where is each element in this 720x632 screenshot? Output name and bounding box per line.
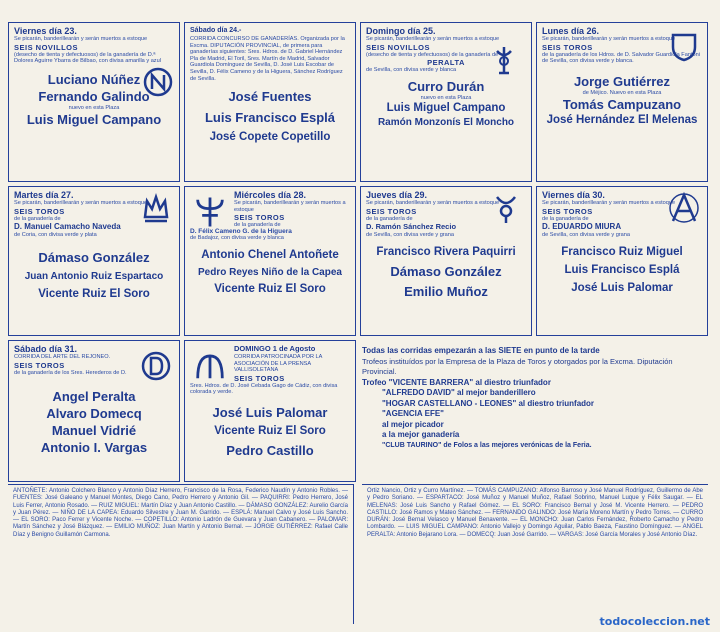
trophy-line: "HOGAR CASTELLANO - LEONES" al diestro triunfador [382, 398, 595, 408]
ganaderia-brand-icon [141, 63, 175, 97]
lot-title: SEIS TOROS [366, 206, 417, 216]
torero-note: de Méjico. Nuevo en esta Plaza [582, 89, 662, 96]
day-title: Viernes día 23. [14, 26, 77, 36]
small-text: de Badajoz, con divisa verde y blanca [190, 235, 284, 242]
small-text: Se picarán, banderillearán y serán muertos a estoque [14, 200, 148, 206]
torero-name: Luis Francisco Esplá [564, 263, 680, 276]
trophy-line: "ALFREDO DAVID" al mejor banderillero [382, 388, 536, 397]
small-text: (desecho de tienta y defectuosos) de la ganadería de [366, 51, 499, 58]
ganaderia-name: D. Ramón Sánchez Recio [366, 222, 457, 232]
torero-name: Luis Francisco Esplá [204, 110, 336, 126]
lot-title: SEIS TOROS [234, 213, 285, 223]
torero-name: Juan Antonio Ruiz Espartaco [24, 270, 164, 282]
torero-name: Francisco Rivera Paquirri [376, 245, 516, 258]
torero-name: Antonio Chenel Antoñete [201, 248, 339, 261]
lot-title: SEIS TOROS [542, 206, 593, 216]
ganaderia-name: D. EDUARDO MIURA [542, 222, 622, 232]
torero-name: José Fuentes [228, 89, 312, 105]
torero-name: Fernando Galindo [38, 88, 150, 104]
torero-name: Angel Peralta [52, 389, 136, 405]
start-time-headline: Todas las corridas empezarán a las SIETE en punto de la tarde [362, 346, 600, 355]
lot-title: SEIS NOVILLOS [14, 42, 79, 52]
small-text: de Sevilla, con divisa verde y grana [542, 232, 630, 239]
torero-name: Vicente Ruiz El Soro [214, 282, 326, 295]
small-text: de Coria, con divisa verde y plata [14, 232, 97, 239]
small-text: Se picarán, banderillearán y serán muertos a estoque [542, 200, 676, 206]
trophy-line: a la mejor ganadería [382, 430, 460, 439]
torero-note: nuevo en esta Plaza [68, 104, 120, 111]
day-title: Sábado día 24.- [190, 27, 242, 34]
small-text: de la ganadería de [14, 215, 61, 222]
small-text: Se picarán, banderillearán y serán muertos a estoque [542, 36, 676, 42]
torero-name: Emilio Muñoz [404, 283, 488, 299]
small-text: de Sevilla, con divisa verde y grana [366, 232, 454, 239]
torero-name: Luis Miguel Campano [26, 112, 162, 128]
small-text: CORRIDA CONCURSO DE GANADERÍAS. Organizada por la Excma. DIPUTACIÓN PROVINCIAL, de primera para ganaderías siguientes: Sres. Hdros. de D. Gabriel Hernández Pla de Madrid, El Toril, Sres. Martín de Madrid, Salvador Guardiola Domínguez de Sevilla, D. José Luis Escobar de Sevilla, D. Félix Cameno y de la Higuera, Sánchez Rodríguez de Sevilla. [190, 36, 345, 82]
ganaderia-brand-icon [667, 29, 701, 63]
cell-viernes-30 [536, 186, 708, 336]
ganaderia-name: PERALTA [427, 58, 465, 68]
day-title: Viernes día 30. [542, 190, 605, 200]
torero-name: Dámaso González [390, 263, 502, 279]
day-title: Lunes día 26. [542, 26, 600, 36]
torero-name: Antonio I. Vargas [40, 440, 148, 456]
trophy-line: "AGENCIA EFE" [382, 409, 444, 418]
small-text: de la ganadería de [542, 215, 589, 222]
torero-name: Luis Miguel Campano [386, 102, 506, 115]
ganaderia-name: D. Manuel Camacho Naveda [14, 222, 121, 232]
trophies-notice [356, 344, 708, 482]
lot-title: SEIS TOROS [14, 360, 65, 370]
ganaderia-brand-icon [487, 43, 521, 77]
ganaderia-brand-icon [667, 191, 701, 225]
small-text: CORRIDA DEL ARTE DEL REJONEO. [14, 354, 111, 360]
torero-name: José Luis Palomar [212, 404, 328, 420]
trophy-line: al mejor picador [382, 419, 444, 429]
trophy-line: Trofeo "VICENTE BARRERA" al diestro triunfador [362, 377, 551, 387]
torero-name: Luciano Núñez [47, 71, 141, 87]
small-text: Se picarán, banderillearán y serán muertos a estoque [366, 36, 500, 42]
ganaderia-brand-icon [139, 349, 173, 383]
small-text: de la ganadería de [234, 222, 281, 229]
lot-title: SEIS TOROS [14, 206, 65, 216]
small-text: Sres. Hdros. de D. José Cebada Gago de Cádiz, con divisa colorada y verde. [190, 382, 338, 396]
day-title: DOMINGO 1 de Agosto [234, 344, 316, 353]
small-text: (desecho de tienta y defectuosos) de la ganadería de D.ª Dolores Aguirre Ybarra de Bilbao, con divisa amarilla y azul [14, 51, 161, 65]
small-text: de la ganadería de [366, 215, 413, 222]
ganaderia-brand-icon [191, 193, 229, 231]
ganaderia-brand-icon [191, 347, 229, 385]
lot-title: SEIS NOVILLOS [366, 42, 431, 52]
day-title: Domingo día 25. [366, 26, 436, 36]
crown-brand-icon [139, 191, 173, 225]
cell-viernes-23 [8, 22, 180, 182]
day-title: Sábado día 31. [14, 344, 78, 354]
day-title: Martes día 27. [14, 190, 74, 200]
day-title: Miércoles día 28. [234, 190, 307, 200]
torero-name: Tomás Campuzano [562, 97, 682, 113]
cell-miercoles-28 [184, 186, 356, 336]
torero-name: Alvaro Domecq [46, 406, 142, 422]
torero-name: Vicente Ruiz El Soro [38, 287, 150, 300]
torero-name: Curro Durán [407, 78, 485, 94]
small-text: Se picarán, banderillearán y serán muertos a estoque [234, 200, 346, 213]
cell-domingo-25 [360, 22, 532, 182]
lot-title: SEIS TOROS [542, 42, 593, 52]
small-text: de la ganadería de los Hdros. de D. Salvador Guardiola Fantoni de Sevilla, con divisa verde y blanca. [542, 51, 700, 65]
cuadrillas-section [8, 484, 708, 624]
torero-name: Francisco Ruiz Miguel [561, 245, 683, 258]
day-title: Jueves día 29. [366, 190, 428, 200]
cell-lunes-26 [536, 22, 708, 182]
torero-name: Manuel Vidrié [51, 423, 137, 439]
torero-name: Pedro Castillo [226, 442, 314, 458]
torero-name: Pedro Reyes Niño de la Capea [198, 266, 342, 278]
cell-domingo-1 [184, 340, 356, 482]
ganaderia-name: D. Félix Cameno G. de la Higuera [190, 227, 292, 235]
small-text: CORRIDA PATROCINADA POR LA ASOCIACIÓN DE LA PRENSA VALLISOLETANA [234, 354, 323, 374]
torero-name: José Copete Copetillo [209, 131, 331, 144]
small-text: Se picarán, banderillearán y serán muertos a estoque [14, 36, 148, 42]
torero-name: Jorge Gutiérrez [573, 73, 671, 89]
cell-sabado-24 [184, 22, 356, 182]
torero-name: Dámaso González [38, 249, 150, 265]
torero-name: José Hernández El Melenas [546, 114, 698, 127]
torero-name: José Luis Palomar [571, 281, 673, 294]
small-text: Se picarán, banderillearán y serán muertos a estoque [366, 200, 500, 206]
torero-name: Ramón Monzonís El Moncho [377, 117, 515, 129]
cell-martes-27 [8, 186, 180, 336]
lot-title: SEIS TOROS [234, 373, 285, 383]
cell-sabado-31 [8, 340, 180, 482]
small-text: de Sevilla, con divisa verde y blanca [366, 67, 457, 74]
cuadrillas-right: Ortiz Nancio, Ortiz y Curro Martínez. — TOMÁS CAMPUZANO: Alfonso Barroso y José Manuel Rodríguez, Guillermo de Abe y Pedro Soriano. — ESPARTACO: José Muñoz y Manuel Muñoz, Rafael Sobrino, Manuel Luque y Félix Saugar. — EL MELENAS: José Luis Sancho y Rafael Gómez. — EL SORO: Francisco Bernal y José M. Vicente Herrero. — PEDRO CASTILLO: José Ramos y Mateo Sánchez. — FERNANDO GALINDO: José María Moreno Martín y Pedro Torres. — CURRO DURÁN: José Bernal Velasco y Manuel Benavente. — EL MONCHO: Juan Carlos Fernández, Roberto Camacho y Pedro Lombardo. — LUIS MIGUEL CAMPANO: Antonio Vallejo y Domingo Aguilar, Pablo Baeza, Faustino Domínguez. — ANGEL PERALTA: Antonio Bejarano Lora. — DOMECQ: Juan José Garrido. — VARGAS: José García Morales y José Antonio Díaz. [362, 484, 708, 624]
torero-note: nuevo en esta Plaza [420, 94, 472, 101]
cuadrillas-left: ANTOÑETE: Antonio Colchero Blanco y Antonio Díaz Herrero, Francisco de la Rosa, Federico Naudín y Antonio Robles. — FUENTES: José Galeano y Manuel Montes, Diego Cano, Pedro Herrero y Antonio Gil. — PAQUIRRI: Pedro Herrero, José Luis Ferrer, Antonio Rosado. — RUIZ MIGUEL: Martín Díaz y Juan Antonio Castillo. — DÁMASO GONZÁLEZ: Aurelio García y Juan Pérez. — NIÑO DE LA CAPEA: Eduardo Silvestre y Juan M. Garrido. — ESPLÁ: Manuel Calvo y José Luis Sancho. — EL SORO: Paco Ferrer y Vicente Noche. — COPETILLO: Antonio Ladrón de Guevara y Juan Cabanero. — PALOMAR: Martín Sánchez y José Blázquez. — EMILIO MUÑOZ: Juan Martín y Antonio Bernal. — JORGE GUTIÉRREZ: Rafael Calle Díaz y Benigno Guillamón Carmona. [8, 484, 354, 624]
watermark-logo: todocoleccion.net [599, 615, 710, 628]
cell-jueves-29 [360, 186, 532, 336]
small-text: de la ganadería de los Sres. Herederos de D. [14, 369, 127, 376]
trophy-line: Trofeos instituídos por la Empresa de la Plaza de Toros y otorgados por la Excma. Diputación Provincial. [362, 356, 673, 376]
ganaderia-brand-icon [489, 191, 523, 225]
torero-name: Vicente Ruiz El Soro [214, 424, 326, 437]
trophy-line: "CLUB TAURINO" de Folos a las mejores verónicas de la Feria. [382, 441, 592, 449]
